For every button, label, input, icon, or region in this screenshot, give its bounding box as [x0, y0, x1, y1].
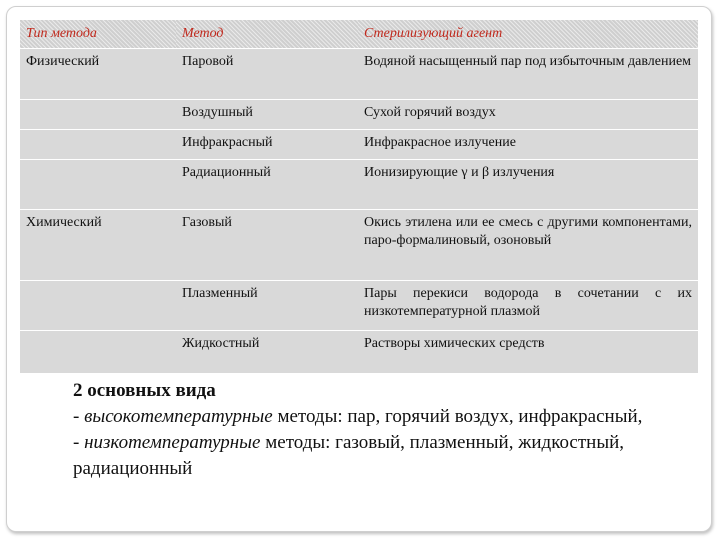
method-type-cell	[20, 100, 176, 130]
header-method: Метод	[176, 20, 358, 49]
summary-dash: -	[73, 406, 85, 427]
method-type-cell	[20, 130, 176, 160]
header-agent: Стерилизующий агент	[358, 20, 698, 49]
method-cell: Газовый	[176, 210, 358, 281]
sterilization-methods-table	[20, 20, 698, 374]
summary-dash: -	[73, 432, 85, 453]
method-cell: Паровой	[176, 49, 358, 100]
method-type-cell	[20, 281, 176, 331]
table-row	[20, 100, 698, 130]
table-row	[20, 130, 698, 160]
table-header-row	[20, 20, 698, 49]
table-row	[20, 331, 698, 374]
summary-block	[73, 378, 683, 482]
agent-cell: Пары перекиси водорода в сочетании с их низкотемпературной плазмой	[358, 281, 698, 331]
table-row	[20, 49, 698, 100]
agent-cell: Сухой горячий воздух	[358, 100, 698, 130]
method-cell: Плазменный	[176, 281, 358, 331]
agent-cell: Растворы химических средств	[358, 331, 698, 374]
method-type-cell: Физический	[20, 49, 176, 100]
method-cell: Жидкостный	[176, 331, 358, 374]
summary-title: 2 основных вида	[73, 380, 216, 401]
method-cell: Инфракрасный	[176, 130, 358, 160]
summary-term-low: низкотемпературные	[84, 432, 261, 453]
agent-cell: Ионизирующие γ и β излучения	[358, 160, 698, 210]
header-method-type: Тип метода	[20, 20, 176, 49]
agent-cell: Инфракрасное излучение	[358, 130, 698, 160]
table-row	[20, 160, 698, 210]
summary-text-low: методы: газовый, плазменный, жидкостный, радиационный	[73, 432, 625, 479]
summary-high-temperature	[73, 404, 683, 430]
table-row	[20, 281, 698, 331]
summary-low-temperature	[73, 430, 683, 482]
agent-cell: Водяной насыщенный пар под избыточным давлением	[358, 49, 698, 100]
method-type-cell: Химический	[20, 210, 176, 281]
agent-cell: Окись этилена или ее смесь с другими компонентами, паро-формалиновый, озоновый	[358, 210, 698, 281]
method-cell: Воздушный	[176, 100, 358, 130]
summary-text-high: методы: пар, горячий воздух, инфракрасный,	[272, 406, 643, 427]
method-type-cell	[20, 331, 176, 374]
method-type-cell	[20, 160, 176, 210]
table-row	[20, 210, 698, 281]
summary-term-high: высокотемпературные	[84, 406, 273, 427]
method-cell: Радиационный	[176, 160, 358, 210]
